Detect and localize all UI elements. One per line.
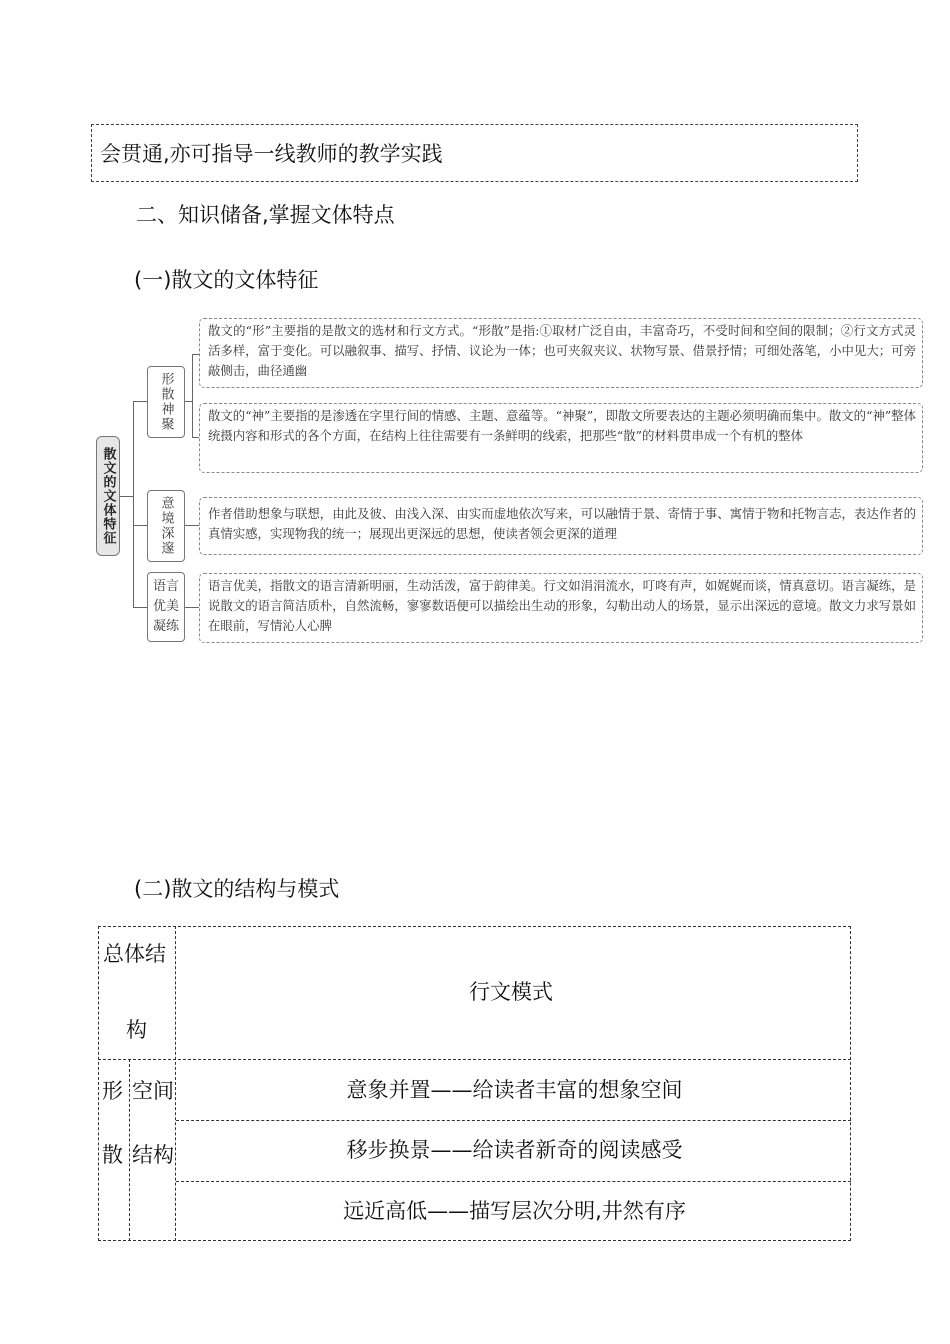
branch-label-line: 优美 xyxy=(152,599,179,614)
subsection-title-1: (一)散文的文体特征 xyxy=(134,268,319,292)
table-row: 远近高低——描写层次分明,井然有序 xyxy=(343,1199,686,1223)
section-title: 二、知识储备,掌握文体特点 xyxy=(136,203,395,227)
branch-label-line: 凝练 xyxy=(152,619,179,634)
table-row: 移步换景——给读者新奇的阅读感受 xyxy=(346,1138,683,1162)
header-total-structure-line2: 构 xyxy=(126,1018,147,1042)
branch-yijing-shensui: 意境深邃 xyxy=(147,490,185,562)
group-label-san: 散 xyxy=(102,1143,123,1167)
desc-xingsan: 散文的“形”主要指的是散文的选材和行文方式。“形散”是指:①取材广泛自由，丰富奇巧，不受时间和空间的限制；②行文方式灵活多样，富于变化。可以融叙事、描写、抒情、议论为一体；也可夹叙夹议、状物写景、借景抒情；可细处落笔，小中见大；可旁敲侧击，曲径通幽 xyxy=(199,318,923,388)
table-row: 意象并置——给读者丰富的想象空间 xyxy=(346,1078,683,1102)
continued-text-box xyxy=(91,124,858,182)
desc-yijing: 作者借助想象与联想，由此及彼、由浅入深、由实而虚地依次写来，可以融情于景、寄情于事、寓情于物和托物言志，表达作者的真情实感，实现物我的统一；展现出更深远的思想，使读者领会更深的道理 xyxy=(199,497,923,555)
sub-label-kongjian: 空间 xyxy=(132,1079,174,1103)
sub-label-jiegou: 结构 xyxy=(132,1143,174,1167)
branch-xingsan-shenju: 形散神聚 xyxy=(147,366,185,438)
header-writing-mode: 行文模式 xyxy=(469,980,553,1004)
desc-shenju: 散文的“神”主要指的是渗透在字里行间的情感、主题、意蕴等。“神聚”，即散文所要表达的主题必须明确而集中。散文的“神”整体统摄内容和形式的各个方面，在结构上往往需要有一条鲜明的线索，把那些“散”的材料贯串成一个有机的整体 xyxy=(199,403,923,473)
branch-label-line: 语言 xyxy=(152,579,179,594)
branch-yuyan-youmei xyxy=(147,572,185,642)
desc-yuyan: 语言优美，指散文的语言清新明丽，生动活泼，富于韵律美。行文如涓涓流水，叮咚有声，如娓娓而谈，情真意切。语言凝练，是说散文的语言简洁质朴，自然流畅，寥寥数语便可以描绘出生动的形象，勾勒出动人的场景，显示出深远的意境。散文力求写景如在眼前，写情沁人心脾 xyxy=(199,573,923,643)
group-label-xing: 形 xyxy=(102,1079,123,1103)
continued-text: 会贯通,亦可指导一线教师的教学实践 xyxy=(100,142,443,166)
header-total-structure-line1: 总体结 xyxy=(103,942,166,966)
subsection-title-2: (二)散文的结构与模式 xyxy=(134,877,340,901)
mindmap-root: 散文的文体特征 xyxy=(96,436,120,556)
